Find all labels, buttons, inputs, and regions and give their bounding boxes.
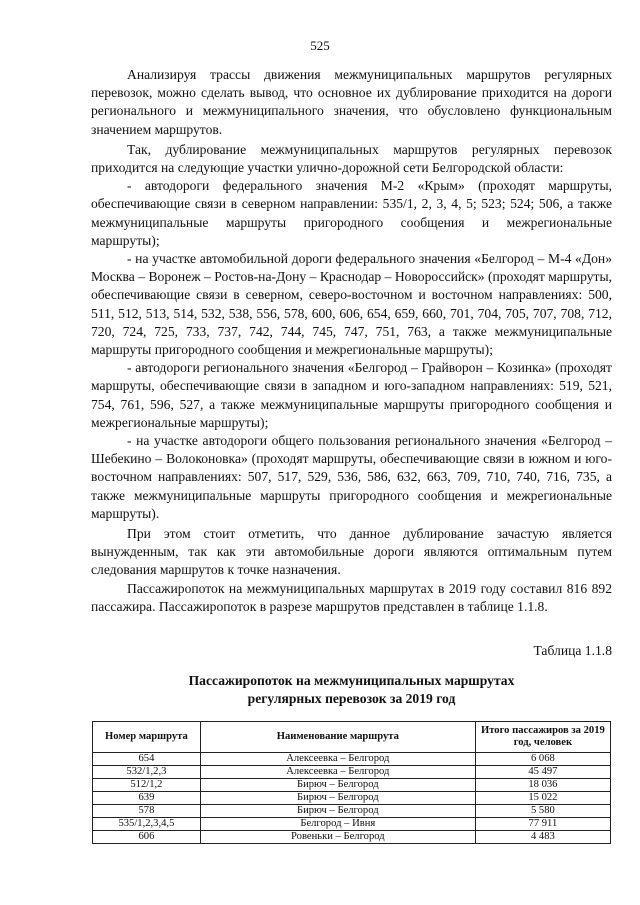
table-caption: Таблица 1.1.8 [533, 643, 612, 658]
paragraph-passenger-flow: Пассажиропоток на межмуниципальных маршрутах в 2019 году составил 816 892 пассажира. Пассажиропоток в разрезе маршрутов представлен в таблице 1.1.8. [91, 580, 612, 614]
table-row [93, 792, 611, 805]
route-number-cell: 639 [93, 792, 201, 805]
table-row [93, 779, 611, 792]
route-number-cell: 535/1,2,3,4,5 [93, 818, 201, 831]
route-number-cell: 512/1,2 [93, 779, 201, 792]
route-number-cell: 606 [93, 831, 201, 844]
table-row [93, 818, 611, 831]
passenger-total-cell: 4 483 [475, 831, 610, 844]
route-name-cell: Алексеевка – Белгород [200, 753, 475, 766]
body-text [91, 66, 612, 616]
route-name-cell: Ровеньки – Белгород [200, 831, 475, 844]
route-number-cell: 578 [93, 805, 201, 818]
list-item-graivoron: - автодороги регионального значения «Белгород – Грайворон – Козинка» (проходят маршруты, обеспечивающие связи в западном и юго-западном направлениях: 519, 521, 754, 761, 596, 527, а также межмуниципальные маршруты пригородного сообщения и межрегиональные маршруты); [91, 360, 612, 430]
passenger-total-cell: 15 022 [475, 792, 610, 805]
paragraph-intro: Анализируя трассы движения межмуниципальных маршрутов регулярных перевозок, можно сделать вывод, что основное их дублирование приходится на дороги регионального и межмуниципального значения, что обусловлено функциональным значением маршрутов. [91, 67, 612, 137]
route-name-cell: Бирюч – Белгород [200, 792, 475, 805]
table-title [91, 672, 612, 708]
route-name-cell: Бирюч – Белгород [200, 805, 475, 818]
passenger-total-cell: 5 580 [475, 805, 610, 818]
header-route-name: Наименование маршрута [200, 722, 475, 753]
passenger-flow-table [92, 721, 611, 844]
passenger-total-cell: 6 068 [475, 753, 610, 766]
route-number-cell: 654 [93, 753, 201, 766]
table-title-line: регулярных перевозок за 2019 год [247, 691, 456, 706]
page-number: 525 [310, 38, 330, 53]
table-row [93, 766, 611, 779]
passenger-total-cell: 18 036 [475, 779, 610, 792]
header-passenger-total: Итого пассажиров за 2019 год, человек [475, 722, 610, 753]
list-item-m4: - на участке автомобильной дороги федерального значения «Белгород – М-4 «Дон» Москва – Воронеж – Ростов-на-Дону – Краснодар – Новороссийск» (проходят маршруты, обеспечивающие связи в северном, северо-восточном и восточном направлениях: 500, 511, 512, 513, 514, 532, 538, 556, 578, 600, 606, 654, 659, 660, 701, 704, 705, 707, 708, 712, 720, 724, 725, 733, 737, 742, 744, 745, 747, 751, 763, а также межмуниципальные маршруты пригородного сообщения и межрегиональные маршруты); [91, 251, 612, 358]
paragraph-forced: При этом стоит отметить, что данное дублирование зачастую является вынужденным, так как эти автомобильные дороги являются оптимальным путем следования маршрутов к точке назначения. [91, 526, 612, 578]
route-name-cell: Белгород – Ивня [200, 818, 475, 831]
route-number-cell: 532/1,2,3 [93, 766, 201, 779]
passenger-total-cell: 77 911 [475, 818, 610, 831]
header-route-number: Номер маршрута [93, 722, 201, 753]
table-row [93, 753, 611, 766]
list-item-shebekino: - на участке автодороги общего пользования регионального значения «Белгород – Шебекино – Волоконовка» (проходят маршруты, обеспечивающие связи в южном и юго-восточном направлениях: 507, 517, 529, 536, 586, 632, 663, 709, 710, 740, 716, 735, а также межмуниципальные маршруты пригородного сообщения и межрегиональные маршруты). [91, 433, 612, 521]
route-name-cell: Бирюч – Белгород [200, 779, 475, 792]
table-header-row [93, 722, 611, 753]
route-name-cell: Алексеевка – Белгород [200, 766, 475, 779]
table-row [93, 805, 611, 818]
passenger-total-cell: 45 497 [475, 766, 610, 779]
paragraph-duplication: Так, дублирование межмуниципальных маршрутов регулярных перевозок приходится на следующие участки улично-дорожной сети Белгородской области: [91, 141, 612, 176]
table-row [93, 831, 611, 844]
table-title-line: Пассажиропоток на межмуниципальных маршрутах [188, 673, 515, 688]
list-item-m2: - автодороги федерального значения М-2 «Крым» (проходят маршруты, обеспечивающие связи в северном направлении: 535/1, 2, 3, 4, 5; 523; 524; 506, а также межмуниципальные маршруты пригородного сообщения и межрегиональные маршруты); [91, 178, 612, 248]
